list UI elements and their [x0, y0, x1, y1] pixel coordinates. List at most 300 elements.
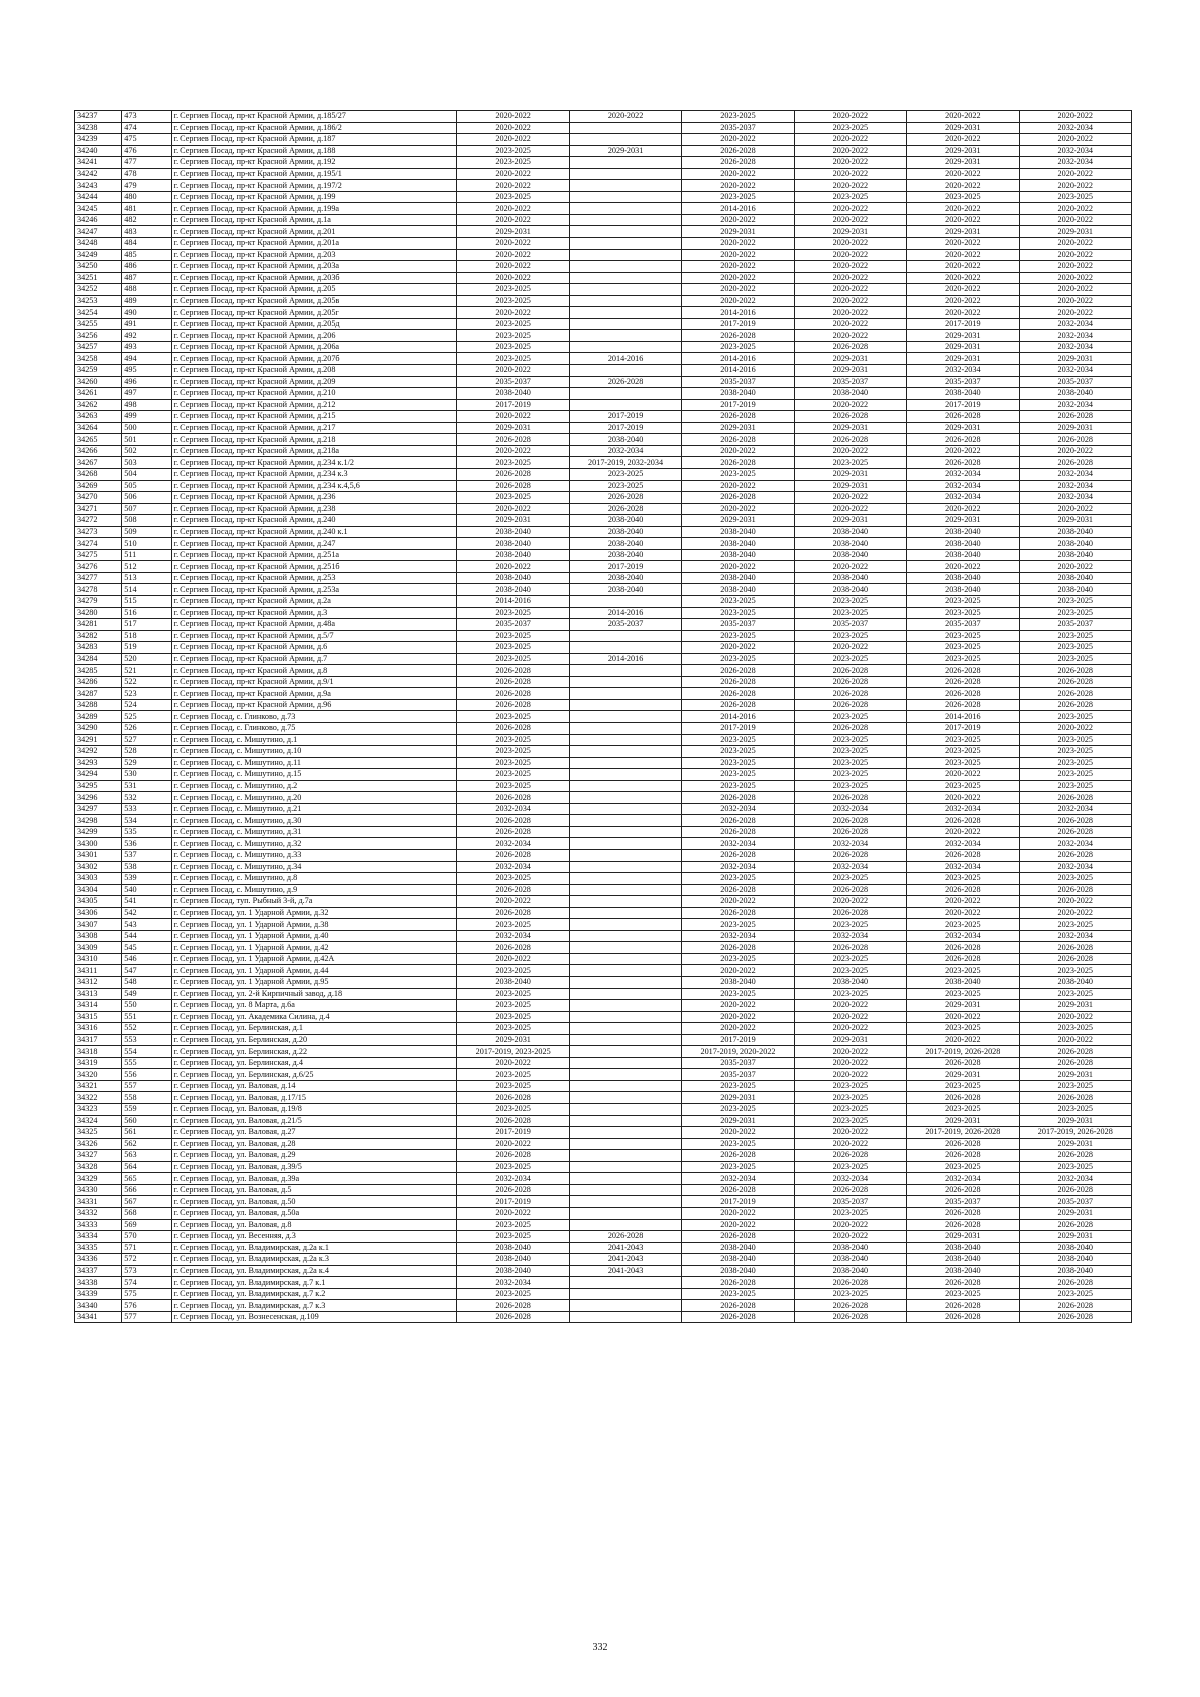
address-cell: г. Сергиев Посад, пр-кт Красной Армии, д.205	[171, 284, 457, 296]
period-cell-1: 2026-2028	[457, 665, 569, 677]
period-cell-2	[569, 746, 681, 758]
period-cell-4: 2020-2022	[794, 1023, 906, 1035]
period-cell-1: 2026-2028	[457, 699, 569, 711]
row-id-cell: 34313	[75, 988, 122, 1000]
period-cell-5: 2023-2025	[907, 873, 1019, 885]
period-cell-2	[569, 630, 681, 642]
row-number-cell: 547	[122, 965, 171, 977]
address-cell: г. Сергиев Посад, ул. Валовая, д.8	[171, 1219, 457, 1231]
period-cell-4: 2026-2028	[794, 826, 906, 838]
row-number-cell: 514	[122, 584, 171, 596]
table-row	[75, 1288, 1132, 1300]
row-id-cell: 34269	[75, 480, 122, 492]
period-cell-1: 2020-2022	[457, 1138, 569, 1150]
period-cell-5: 2023-2025	[907, 1161, 1019, 1173]
address-cell: г. Сергиев Посад, пр-кт Красной Армии, д.251а	[171, 549, 457, 561]
period-cell-2	[569, 399, 681, 411]
row-number-cell: 513	[122, 572, 171, 584]
table-row	[75, 1115, 1132, 1127]
period-cell-1: 2020-2022	[457, 503, 569, 515]
table-row	[75, 1219, 1132, 1231]
period-cell-6: 2026-2028	[1019, 457, 1131, 469]
row-number-cell: 552	[122, 1023, 171, 1035]
address-cell: г. Сергиев Посад, пр-кт Красной Армии, д.9/1	[171, 676, 457, 688]
period-cell-1: 2023-2025	[457, 769, 569, 781]
period-cell-2	[569, 965, 681, 977]
address-cell: г. Сергиев Посад, ул. Валовая, д.39/5	[171, 1161, 457, 1173]
period-cell-6: 2038-2040	[1019, 388, 1131, 400]
period-cell-5: 2038-2040	[907, 388, 1019, 400]
period-cell-4: 2026-2028	[794, 665, 906, 677]
period-cell-2	[569, 295, 681, 307]
period-cell-6: 2026-2028	[1019, 1219, 1131, 1231]
row-id-cell: 34289	[75, 711, 122, 723]
period-cell-3: 2017-2019	[682, 1196, 794, 1208]
table-row	[75, 630, 1132, 642]
row-id-cell: 34314	[75, 1000, 122, 1012]
period-cell-2	[569, 734, 681, 746]
period-cell-3: 2026-2028	[682, 942, 794, 954]
period-cell-3: 2026-2028	[682, 699, 794, 711]
period-cell-6: 2020-2022	[1019, 907, 1131, 919]
period-cell-2	[569, 1069, 681, 1081]
address-cell: г. Сергиев Посад, пр-кт Красной Армии, д.234 к.4,5,6	[171, 480, 457, 492]
period-cell-2	[569, 930, 681, 942]
period-cell-6: 2023-2025	[1019, 653, 1131, 665]
row-number-cell: 509	[122, 526, 171, 538]
period-cell-5: 2026-2028	[907, 815, 1019, 827]
period-cell-1: 2026-2028	[457, 1300, 569, 1312]
period-cell-3: 2023-2025	[682, 769, 794, 781]
table-row	[75, 180, 1132, 192]
period-cell-5: 2020-2022	[907, 272, 1019, 284]
period-cell-5: 2020-2022	[907, 1034, 1019, 1046]
address-cell: г. Сергиев Посад, пр-кт Красной Армии, д.234 к.1/2	[171, 457, 457, 469]
table-row	[75, 1046, 1132, 1058]
period-cell-4: 2023-2025	[794, 757, 906, 769]
row-id-cell: 34317	[75, 1034, 122, 1046]
row-number-cell: 535	[122, 826, 171, 838]
row-number-cell: 546	[122, 953, 171, 965]
row-number-cell: 478	[122, 168, 171, 180]
row-number-cell: 541	[122, 896, 171, 908]
table-row	[75, 284, 1132, 296]
period-cell-1: 2026-2028	[457, 676, 569, 688]
period-cell-5: 2023-2025	[907, 1104, 1019, 1116]
period-cell-5: 2023-2025	[907, 653, 1019, 665]
row-id-cell: 34245	[75, 203, 122, 215]
row-number-cell: 555	[122, 1057, 171, 1069]
period-cell-1: 2026-2028	[457, 480, 569, 492]
address-cell: г. Сергиев Посад, ул. Академика Силина, д.4	[171, 1011, 457, 1023]
period-cell-4: 2023-2025	[794, 630, 906, 642]
row-number-cell: 506	[122, 492, 171, 504]
period-cell-1: 2020-2022	[457, 168, 569, 180]
period-cell-4: 2035-2037	[794, 1196, 906, 1208]
address-cell: г. Сергиев Посад, ул. Берлинская, д.1	[171, 1023, 457, 1035]
period-cell-2	[569, 1311, 681, 1323]
period-cell-6: 2023-2025	[1019, 919, 1131, 931]
period-cell-3: 2020-2022	[682, 1207, 794, 1219]
period-cell-4: 2020-2022	[794, 145, 906, 157]
period-cell-5: 2029-2031	[907, 1069, 1019, 1081]
row-id-cell: 34319	[75, 1057, 122, 1069]
period-cell-2	[569, 307, 681, 319]
period-cell-3: 2020-2022	[682, 295, 794, 307]
period-cell-2	[569, 722, 681, 734]
period-cell-1: 2026-2028	[457, 884, 569, 896]
address-cell: г. Сергиев Посад, пр-кт Красной Армии, д.203	[171, 249, 457, 261]
period-cell-2	[569, 942, 681, 954]
period-cell-1: 2032-2034	[457, 930, 569, 942]
period-cell-1: 2014-2016	[457, 595, 569, 607]
table-row	[75, 676, 1132, 688]
table-row	[75, 353, 1132, 365]
period-cell-3: 2017-2019	[682, 1034, 794, 1046]
period-cell-4: 2023-2025	[794, 988, 906, 1000]
period-cell-5: 2029-2031	[907, 341, 1019, 353]
period-cell-5: 2029-2031	[907, 330, 1019, 342]
address-cell: г. Сергиев Посад, пр-кт Красной Армии, д.205д	[171, 318, 457, 330]
period-cell-3: 2026-2028	[682, 665, 794, 677]
period-cell-3: 2038-2040	[682, 572, 794, 584]
period-cell-6: 2032-2034	[1019, 330, 1131, 342]
period-cell-5: 2026-2028	[907, 688, 1019, 700]
period-cell-4: 2023-2025	[794, 769, 906, 781]
row-id-cell: 34340	[75, 1300, 122, 1312]
period-cell-3: 2026-2028	[682, 688, 794, 700]
period-cell-1: 2038-2040	[457, 538, 569, 550]
period-cell-2	[569, 1173, 681, 1185]
period-cell-6: 2020-2022	[1019, 249, 1131, 261]
period-cell-3: 2026-2028	[682, 1184, 794, 1196]
period-cell-4: 2023-2025	[794, 746, 906, 758]
row-number-cell: 554	[122, 1046, 171, 1058]
period-cell-4: 2020-2022	[794, 261, 906, 273]
period-cell-4: 2038-2040	[794, 584, 906, 596]
period-cell-3: 2023-2025	[682, 757, 794, 769]
period-cell-1: 2023-2025	[457, 1011, 569, 1023]
period-cell-2: 2014-2016	[569, 653, 681, 665]
period-cell-6: 2029-2031	[1019, 515, 1131, 527]
table-row	[75, 411, 1132, 423]
period-cell-6: 2023-2025	[1019, 607, 1131, 619]
period-cell-6: 2026-2028	[1019, 1046, 1131, 1058]
address-cell: г. Сергиев Посад, с. Глинково, д.75	[171, 722, 457, 734]
table-row	[75, 561, 1132, 573]
period-cell-1: 2020-2022	[457, 445, 569, 457]
period-cell-6: 2029-2031	[1019, 226, 1131, 238]
row-number-cell: 559	[122, 1104, 171, 1116]
period-cell-3: 2014-2016	[682, 711, 794, 723]
period-cell-2: 2035-2037	[569, 619, 681, 631]
period-cell-3: 2038-2040	[682, 388, 794, 400]
row-number-cell: 494	[122, 353, 171, 365]
period-cell-4: 2020-2022	[794, 1000, 906, 1012]
table-row	[75, 1034, 1132, 1046]
address-cell: г. Сергиев Посад, ул. Берлинская, д.20	[171, 1034, 457, 1046]
period-cell-5: 2020-2022	[907, 214, 1019, 226]
address-cell: г. Сергиев Посад, пр-кт Красной Армии, д.186/2	[171, 122, 457, 134]
address-cell: г. Сергиев Посад, пр-кт Красной Армии, д.197/2	[171, 180, 457, 192]
row-id-cell: 34261	[75, 388, 122, 400]
period-cell-2: 2038-2040	[569, 538, 681, 550]
period-cell-3: 2023-2025	[682, 607, 794, 619]
table-row	[75, 1023, 1132, 1035]
row-number-cell: 484	[122, 238, 171, 250]
period-cell-2	[569, 1288, 681, 1300]
table-row	[75, 988, 1132, 1000]
period-cell-6: 2038-2040	[1019, 572, 1131, 584]
address-cell: г. Сергиев Посад, пр-кт Красной Армии, д.240	[171, 515, 457, 527]
period-cell-6: 2023-2025	[1019, 1161, 1131, 1173]
period-cell-3: 2020-2022	[682, 284, 794, 296]
period-cell-3: 2026-2028	[682, 826, 794, 838]
period-cell-3: 2017-2019	[682, 722, 794, 734]
table-row	[75, 526, 1132, 538]
address-cell: г. Сергиев Посад, ул. Валовая, д.21/5	[171, 1115, 457, 1127]
period-cell-2	[569, 838, 681, 850]
period-cell-5: 2032-2034	[907, 480, 1019, 492]
row-id-cell: 34320	[75, 1069, 122, 1081]
period-cell-1: 2038-2040	[457, 549, 569, 561]
period-cell-5: 2023-2025	[907, 988, 1019, 1000]
period-cell-1: 2023-2025	[457, 757, 569, 769]
period-cell-4: 2029-2031	[794, 226, 906, 238]
period-cell-2: 2041-2043	[569, 1265, 681, 1277]
address-cell: г. Сергиев Посад, ул. Валовая, д.29	[171, 1150, 457, 1162]
period-cell-6: 2038-2040	[1019, 1242, 1131, 1254]
address-cell: г. Сергиев Посад, ул. 1 Ударной Армии, д.32	[171, 907, 457, 919]
period-cell-4: 2023-2025	[794, 191, 906, 203]
address-cell: г. Сергиев Посад, с. Глинково, д.73	[171, 711, 457, 723]
period-cell-4: 2032-2034	[794, 930, 906, 942]
table-row	[75, 434, 1132, 446]
period-cell-6: 2032-2034	[1019, 803, 1131, 815]
period-cell-3: 2026-2028	[682, 815, 794, 827]
address-cell: г. Сергиев Посад, пр-кт Красной Армии, д.3	[171, 607, 457, 619]
period-cell-5: 2035-2037	[907, 619, 1019, 631]
table-row	[75, 422, 1132, 434]
period-cell-3: 2023-2025	[682, 630, 794, 642]
period-cell-3: 2029-2031	[682, 515, 794, 527]
period-cell-1: 2038-2040	[457, 1242, 569, 1254]
period-cell-6: 2032-2034	[1019, 399, 1131, 411]
period-cell-3: 2038-2040	[682, 584, 794, 596]
period-cell-2: 2038-2040	[569, 549, 681, 561]
table-row	[75, 226, 1132, 238]
period-cell-2	[569, 769, 681, 781]
period-cell-1: 2035-2037	[457, 619, 569, 631]
period-cell-6: 2035-2037	[1019, 619, 1131, 631]
period-cell-4: 2023-2025	[794, 1207, 906, 1219]
period-cell-2	[569, 977, 681, 989]
period-cell-3: 2023-2025	[682, 111, 794, 123]
period-cell-2	[569, 1127, 681, 1139]
row-id-cell: 34300	[75, 838, 122, 850]
row-number-cell: 480	[122, 191, 171, 203]
period-cell-1: 2023-2025	[457, 780, 569, 792]
row-number-cell: 502	[122, 445, 171, 457]
period-cell-3: 2035-2037	[682, 122, 794, 134]
period-cell-1: 2023-2025	[457, 965, 569, 977]
period-cell-1: 2023-2025	[457, 988, 569, 1000]
period-cell-2	[569, 318, 681, 330]
address-cell: г. Сергиев Посад, ул. Валовая, д.27	[171, 1127, 457, 1139]
period-cell-1: 2023-2025	[457, 919, 569, 931]
period-cell-6: 2032-2034	[1019, 122, 1131, 134]
table-row	[75, 111, 1132, 123]
period-cell-4: 2029-2031	[794, 422, 906, 434]
period-cell-1: 2023-2025	[457, 1231, 569, 1243]
period-cell-5: 2032-2034	[907, 803, 1019, 815]
period-cell-4: 2020-2022	[794, 561, 906, 573]
period-cell-3: 2020-2022	[682, 503, 794, 515]
row-id-cell: 34243	[75, 180, 122, 192]
period-cell-2	[569, 261, 681, 273]
period-cell-5: 2020-2022	[907, 896, 1019, 908]
period-cell-6: 2020-2022	[1019, 1034, 1131, 1046]
period-cell-5: 2032-2034	[907, 838, 1019, 850]
period-cell-5: 2020-2022	[907, 203, 1019, 215]
period-cell-5: 2023-2025	[907, 1288, 1019, 1300]
address-cell: г. Сергиев Посад, с. Мишутино, д.1	[171, 734, 457, 746]
period-cell-6: 2032-2034	[1019, 861, 1131, 873]
period-cell-4: 2020-2022	[794, 1011, 906, 1023]
period-cell-4: 2026-2028	[794, 434, 906, 446]
address-cell: г. Сергиев Посад, ул. Владимирская, д.7 к.1	[171, 1277, 457, 1289]
address-cell: г. Сергиев Посад, пр-кт Красной Армии, д.9а	[171, 688, 457, 700]
period-cell-4: 2023-2025	[794, 653, 906, 665]
period-cell-6: 2029-2031	[1019, 1069, 1131, 1081]
table-row	[75, 191, 1132, 203]
period-cell-3: 2026-2028	[682, 850, 794, 862]
period-cell-3: 2038-2040	[682, 526, 794, 538]
row-id-cell: 34303	[75, 873, 122, 885]
period-cell-3: 2020-2022	[682, 249, 794, 261]
period-cell-6: 2026-2028	[1019, 1184, 1131, 1196]
period-cell-1: 2032-2034	[457, 838, 569, 850]
period-cell-4: 2023-2025	[794, 919, 906, 931]
address-cell: г. Сергиев Посад, пр-кт Красной Армии, д.247	[171, 538, 457, 550]
period-cell-5: 2020-2022	[907, 503, 1019, 515]
period-cell-4: 2023-2025	[794, 965, 906, 977]
row-id-cell: 34281	[75, 619, 122, 631]
period-cell-5: 2023-2025	[907, 630, 1019, 642]
row-id-cell: 34305	[75, 896, 122, 908]
period-cell-5: 2029-2031	[907, 1000, 1019, 1012]
period-cell-4: 2020-2022	[794, 1231, 906, 1243]
row-number-cell: 567	[122, 1196, 171, 1208]
period-cell-2: 2038-2040	[569, 584, 681, 596]
period-cell-5: 2038-2040	[907, 538, 1019, 550]
row-number-cell: 540	[122, 884, 171, 896]
period-cell-3: 2023-2025	[682, 988, 794, 1000]
period-cell-5: 2014-2016	[907, 711, 1019, 723]
period-cell-2: 2038-2040	[569, 434, 681, 446]
period-cell-1: 2026-2028	[457, 722, 569, 734]
address-cell: г. Сергиев Посад, пр-кт Красной Армии, д.203а	[171, 261, 457, 273]
period-cell-5: 2020-2022	[907, 445, 1019, 457]
address-cell: г. Сергиев Посад, с. Мишутино, д.30	[171, 815, 457, 827]
period-cell-6: 2026-2028	[1019, 1150, 1131, 1162]
schedule-table	[74, 110, 1132, 1323]
period-cell-5: 2026-2028	[907, 699, 1019, 711]
period-cell-5: 2020-2022	[907, 249, 1019, 261]
period-cell-6: 2020-2022	[1019, 180, 1131, 192]
table-row	[75, 1254, 1132, 1266]
row-id-cell: 34263	[75, 411, 122, 423]
address-cell: г. Сергиев Посад, пр-кт Красной Армии, д.206а	[171, 341, 457, 353]
period-cell-4: 2026-2028	[794, 341, 906, 353]
period-cell-4: 2020-2022	[794, 157, 906, 169]
period-cell-5: 2023-2025	[907, 780, 1019, 792]
row-number-cell: 529	[122, 757, 171, 769]
row-number-cell: 542	[122, 907, 171, 919]
row-id-cell: 34312	[75, 977, 122, 989]
row-number-cell: 519	[122, 642, 171, 654]
period-cell-3: 2020-2022	[682, 965, 794, 977]
table-row	[75, 977, 1132, 989]
period-cell-1: 2023-2025	[457, 318, 569, 330]
period-cell-1: 2026-2028	[457, 826, 569, 838]
table-row	[75, 1265, 1132, 1277]
period-cell-2	[569, 850, 681, 862]
row-number-cell: 516	[122, 607, 171, 619]
period-cell-6: 2023-2025	[1019, 769, 1131, 781]
row-id-cell: 34337	[75, 1265, 122, 1277]
row-number-cell: 563	[122, 1150, 171, 1162]
period-cell-5: 2020-2022	[907, 111, 1019, 123]
row-id-cell: 34334	[75, 1231, 122, 1243]
table-row	[75, 1196, 1132, 1208]
period-cell-3: 2014-2016	[682, 307, 794, 319]
period-cell-1: 2032-2034	[457, 1277, 569, 1289]
period-cell-1: 2023-2025	[457, 873, 569, 885]
row-number-cell: 477	[122, 157, 171, 169]
period-cell-6: 2029-2031	[1019, 1000, 1131, 1012]
period-cell-1: 2032-2034	[457, 1173, 569, 1185]
period-cell-4: 2020-2022	[794, 272, 906, 284]
period-cell-6: 2020-2022	[1019, 561, 1131, 573]
address-cell: г. Сергиев Посад, пр-кт Красной Армии, д.212	[171, 399, 457, 411]
address-cell: г. Сергиев Посад, пр-кт Красной Армии, д.201	[171, 226, 457, 238]
table-row	[75, 873, 1132, 885]
period-cell-5: 2026-2028	[907, 1300, 1019, 1312]
row-number-cell: 474	[122, 122, 171, 134]
row-id-cell: 34257	[75, 341, 122, 353]
period-cell-6: 2029-2031	[1019, 422, 1131, 434]
period-cell-4: 2023-2025	[794, 1115, 906, 1127]
table-row	[75, 388, 1132, 400]
row-number-cell: 543	[122, 919, 171, 931]
table-row	[75, 757, 1132, 769]
period-cell-6: 2026-2028	[1019, 884, 1131, 896]
period-cell-5: 2023-2025	[907, 607, 1019, 619]
table-row	[75, 249, 1132, 261]
period-cell-1: 2020-2022	[457, 180, 569, 192]
period-cell-2	[569, 711, 681, 723]
row-id-cell: 34322	[75, 1092, 122, 1104]
period-cell-2	[569, 1138, 681, 1150]
row-number-cell: 573	[122, 1265, 171, 1277]
row-id-cell: 34306	[75, 907, 122, 919]
period-cell-1: 2026-2028	[457, 1150, 569, 1162]
address-cell: г. Сергиев Посад, ул. Берлинская, д.6/25	[171, 1069, 457, 1081]
row-id-cell: 34248	[75, 238, 122, 250]
period-cell-3: 2038-2040	[682, 538, 794, 550]
row-number-cell: 527	[122, 734, 171, 746]
